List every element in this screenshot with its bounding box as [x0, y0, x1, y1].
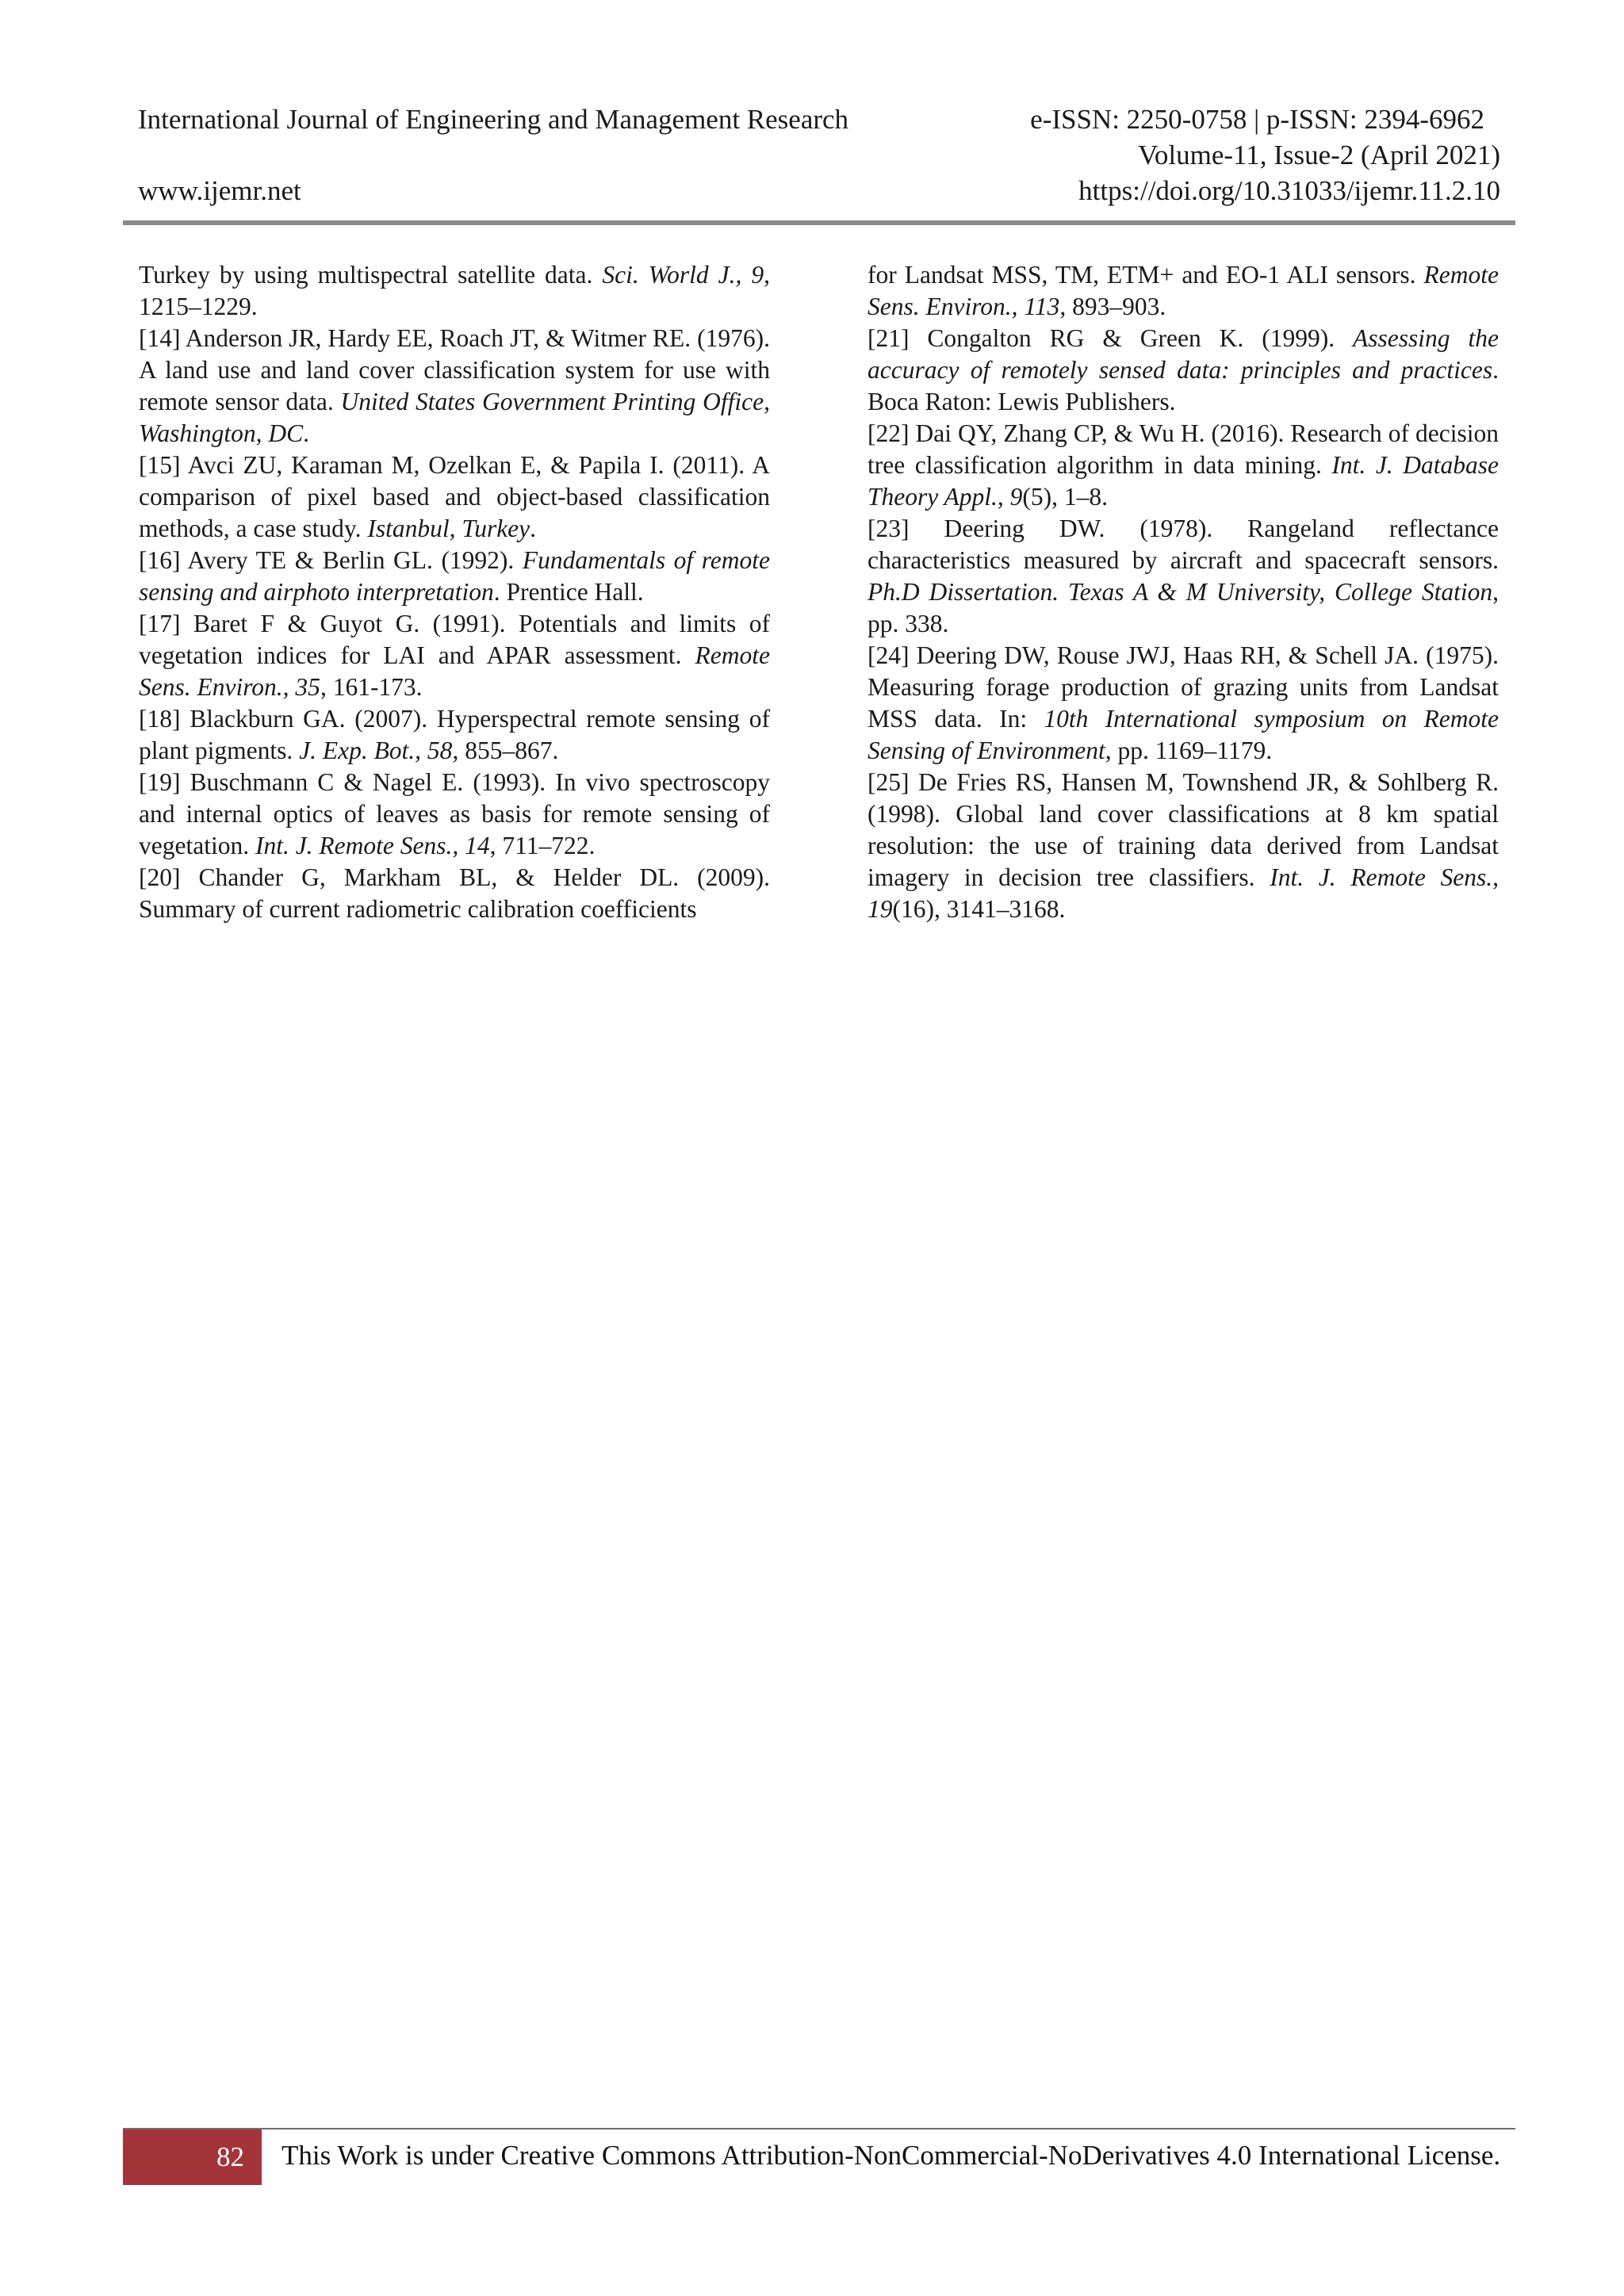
reference-entry	[139, 259, 770, 323]
page-number-box	[123, 2130, 262, 2185]
reference-text: [22] Dai QY, Zhang CP, & Wu H. (2016). Research of decision tree classification algorithm in data mining.	[868, 419, 1499, 479]
reference-text: [21] Congalton RG & Green K. (1999).	[868, 324, 1354, 352]
reference-source: Int. J. Remote Sens., 14	[255, 832, 490, 859]
reference-text: [18] Blackburn GA. (2007). Hyperspectral remote sensing of plant pigments.	[139, 705, 770, 764]
reference-text: , 161-173.	[320, 673, 423, 701]
reference-entry	[868, 259, 1499, 323]
page-header	[138, 101, 1500, 209]
reference-text: (5), 1–8.	[1022, 483, 1109, 511]
reference-entry	[139, 323, 770, 450]
issn-info: e-ISSN: 2250-0758 | p-ISSN: 2394-6962	[1030, 104, 1484, 135]
reference-entry	[868, 767, 1499, 925]
reference-text: [15] Avci ZU, Karaman M, Ozelkan E, & Papila I. (2011). A comparison of pixel based and object-based classification methods, a case study.	[139, 451, 770, 542]
reference-source: J. Exp. Bot., 58	[299, 737, 453, 764]
reference-text: [16] Avery TE & Berlin GL. (1992).	[139, 546, 523, 574]
reference-text: (16), 3141–3168.	[892, 895, 1066, 923]
reference-entry	[139, 703, 770, 767]
reference-source: Int. J. Remote Sens., 19	[868, 863, 1500, 923]
reference-text: [20] Chander G, Markham BL, & Helder DL. (2009). Summary of current radiometric calibration coefficients	[139, 863, 770, 923]
header-row-2	[138, 137, 1500, 173]
reference-text: , 855–867.	[452, 737, 559, 764]
reference-text: [14] Anderson JR, Hardy EE, Roach JT, & Witmer RE. (1976). A land use and land cover classification system for use with remote sensor data.	[139, 324, 770, 415]
reference-source: Assessing the accuracy of remotely sensed data: principles and practices	[868, 324, 1499, 384]
license-notice: This Work is under Creative Commons Attribution-NonCommercial-NoDerivatives 4.0 International License.	[282, 2140, 1501, 2171]
reference-entry	[868, 418, 1499, 513]
reference-entry	[139, 545, 770, 608]
reference-text: for Landsat MSS, TM, ETM+ and EO-1 ALI sensors.	[868, 261, 1424, 289]
reference-source: Remote Sens. Environ., 35	[139, 641, 770, 701]
reference-source: Sci. World J., 9	[602, 261, 764, 289]
references-column-right	[868, 259, 1499, 925]
reference-entry	[139, 608, 770, 703]
reference-text: , 711–722.	[489, 832, 596, 859]
reference-source: Int. J. Database Theory Appl., 9	[868, 451, 1499, 511]
reference-source: United States Government Printing Office, Washington, DC	[139, 388, 770, 447]
journal-title: International Journal of Engineering and Management Research	[138, 104, 849, 135]
reference-text: [17] Baret F & Guyot G. (1991). Potentials and limits of vegetation indices for LAI and APAR assessment.	[139, 610, 770, 669]
reference-text: . Boca Raton: Lewis Publishers.	[868, 356, 1499, 415]
reference-text: .	[530, 515, 537, 542]
header-row-1	[138, 101, 1500, 137]
reference-text: , 893–903.	[1059, 293, 1166, 320]
reference-entry	[868, 640, 1499, 767]
volume-issue: Volume-11, Issue-2 (April 2021)	[1138, 140, 1500, 170]
reference-text: [23] Deering DW. (1978). Rangeland reflectance characteristics measured by aircraft and spacecraft sensors.	[868, 515, 1499, 574]
reference-text: [25] De Fries RS, Hansen M, Townshend JR, & Sohlberg R. (1998). Global land cover classifications at 8 km spatial resolution: the use of training data derived from Landsat imagery in decision tree classifiers.	[868, 768, 1499, 891]
reference-source: Istanbul, Turkey	[367, 515, 530, 542]
references-column-left	[139, 259, 770, 925]
reference-entry	[868, 323, 1499, 418]
reference-source: Fundamentals of remote sensing and airphoto interpretation	[139, 546, 770, 606]
reference-text: , pp. 338.	[868, 578, 1499, 637]
reference-source: Ph.D Dissertation. Texas A & M University, College Station	[868, 578, 1493, 606]
header-divider	[123, 220, 1515, 225]
reference-text: , 1215–1229.	[139, 261, 770, 320]
reference-source: 10th International symposium on Remote Sensing of Environment	[868, 705, 1499, 764]
website-link[interactable]: www.ijemr.net	[138, 175, 301, 206]
reference-entry	[139, 767, 770, 862]
footer-divider	[123, 2128, 1515, 2130]
doi-link[interactable]: https://doi.org/10.31033/ijemr.11.2.10	[1078, 175, 1500, 206]
reference-text: . Prentice Hall.	[493, 578, 644, 606]
reference-text: [19] Buschmann C & Nagel E. (1993). In vivo spectroscopy and internal optics of leaves as basis for remote sensing of vegetation.	[139, 768, 770, 859]
reference-entry	[139, 450, 770, 545]
reference-entry	[139, 862, 770, 925]
reference-text: [24] Deering DW, Rouse JWJ, Haas RH, & Schell JA. (1975). Measuring forage production of grazing units from Landsat MSS data. In:	[868, 641, 1499, 733]
reference-text: .	[303, 419, 309, 447]
reference-text: , pp. 1169–1179.	[1105, 737, 1273, 764]
reference-source: Remote Sens. Environ., 113	[868, 261, 1499, 320]
reference-text: Turkey by using multispectral satellite data.	[139, 261, 603, 289]
page-number: 82	[216, 2141, 244, 2172]
reference-entry	[868, 513, 1499, 640]
header-row-3	[138, 173, 1500, 209]
